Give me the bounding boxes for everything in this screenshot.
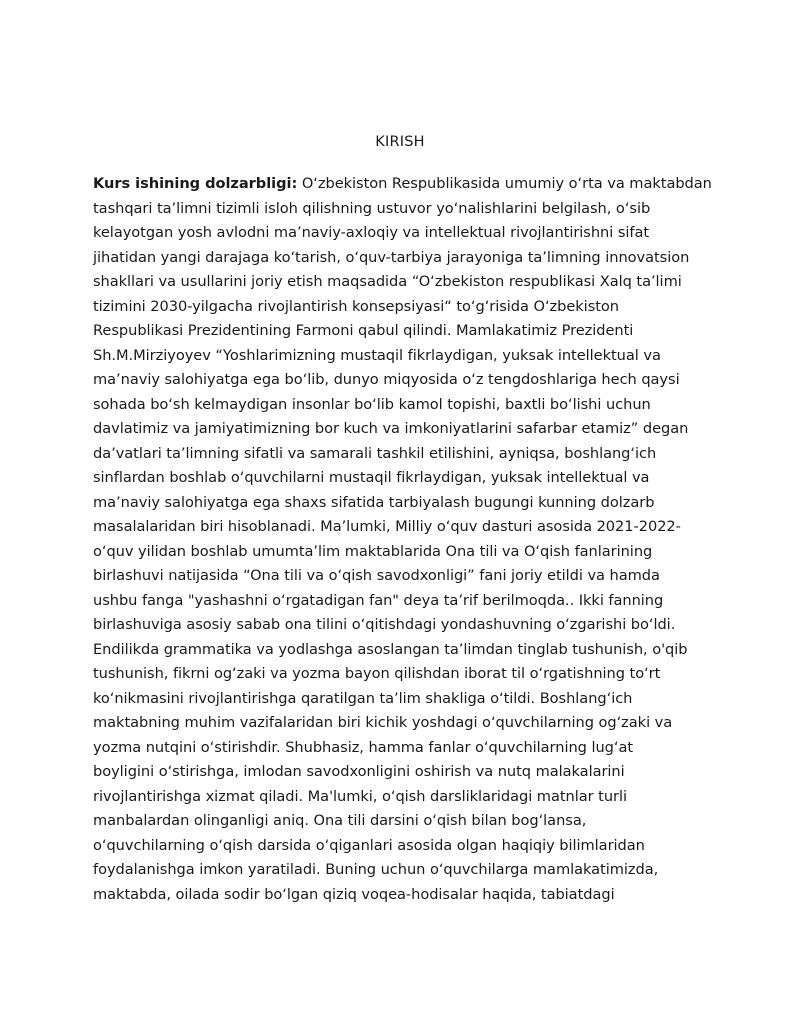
text-line: da’vatlari ta’limning sifatli va samarali tashkil etilishini, ayniqsa, boshlang‘ich — [93, 444, 657, 462]
text-line: Sh.M.Mirziyoyev “Yoshlarimizning mustaqil fikrlaydigan, yuksak intellektual va — [93, 346, 661, 364]
text-line: tashqari ta’limni tizimli isloh qilishning ustuvor yo‘nalishlarini belgilash, o‘sib — [93, 199, 651, 217]
text-line: ma’naviy salohiyatga ega bo‘lib, dunyo miqyosida o‘z tengdoshlariga hech qaysi — [93, 371, 680, 388]
text-line: boyligini o‘stirishga, imlodan savodxonligini oshirish va nutq malakalarini — [93, 763, 625, 780]
text-line: ma’naviy salohiyatga ega shaxs sifatida tarbiyalash bugungi kunning dolzarb — [93, 493, 655, 511]
page-title: KIRISH — [375, 134, 425, 150]
text-line: tizimini 2030-yilgacha rivojlantirish konsepsiyasi“ to‘g‘risida O‘zbekiston — [93, 297, 619, 315]
text-line: foydalanishga imkon yaratiladi. Buning uchun o‘quvchilarga mamlakatimizda, — [93, 861, 659, 878]
text-line-content: O‘zbekiston Respublikasida umumiy o‘rta va maktabdan — [297, 175, 712, 192]
text-line: sohada bo‘sh kelmaydigan insonlar bo‘lib kamol topishi, baxtli bo‘lishi uchun — [93, 395, 651, 413]
text-line: ushbu fanga "yashashni o‘rgatadigan fan" deya ta’rif berilmoqda.. Ikki fanning — [93, 591, 664, 609]
text-line: tushunish, fikrni og‘zaki va yozma bayon qilishdan iborat til o‘rgatishning to‘rt — [93, 665, 661, 682]
text-line: yozma nutqini o‘stirishdir. Shubhasiz, hamma fanlar o‘quvchilarning lug‘at — [93, 738, 634, 756]
text-line: shakllari va usullarini joriy etish maqsadida “O‘zbekiston respublikasi Xalq ta’limi — [93, 273, 682, 290]
text-line: kelayotgan yosh avlodni ma’naviy-axloqiy va intellektual rivojlantirishni sifat — [93, 224, 650, 241]
text-line: birlashuviga asosiy sabab ona tilini o‘qitishdagi yondashuvning o‘zgarishi bo‘ldi. — [93, 616, 676, 633]
text-line: rivojlantirishga xizmat qiladi. Ma'lumki, o‘qish darsliklaridagi matnlar turli — [93, 787, 627, 805]
text-line: ko‘nikmasini rivojlantirishga qaratilgan ta’lim shakliga o‘tildi. Boshlang‘ich — [93, 689, 633, 707]
text-line: birlashuvi natijasida “Ona tili va o‘qish savodxonligi” fani joriy etildi va hamda — [93, 567, 660, 584]
text-line: maktabning muhim vazifalaridan biri kichik yoshdagi o‘quvchilarning og‘zaki va — [93, 714, 673, 731]
text-line: o‘quvchilarning o‘qish darsida o‘qiganlari asosida olgan haqiqiy bilimlaridan — [93, 836, 645, 854]
text-line: Respublikasi Prezidentining Farmoni qabul qilindi. Mamlakatimiz Prezidenti — [93, 322, 634, 339]
text-line: o‘quv yilidan boshlab umumta’lim maktablarida Ona tili va O‘qish fanlarining — [93, 542, 653, 560]
text-line: masalalaridan biri hisoblanadi. Ma’lumki, Milliy o‘quv dasturi asosida 2021-2022- — [93, 518, 681, 535]
text-line: manbalardan olinganligi aniq. Ona tili darsini o‘qish bilan bog‘lansa, — [93, 812, 587, 829]
text-line: maktabda, oilada sodir bo‘lgan qiziq voqea-hodisalar haqida, tabiatdagi — [93, 885, 615, 903]
text-line: Endilikda grammatika va yodlashga asoslangan ta’limdan tinglab tushunish, o'qib — [93, 640, 688, 658]
body-paragraph — [93, 172, 713, 907]
text-line: davlatimiz va jamiyatimizning bor kuch va imkoniyatlarini safarbar etamiz” degan — [93, 420, 689, 437]
text-line — [93, 172, 713, 197]
text-line: jihatidan yangi darajaga ko‘tarish, o‘quv-tarbiya jarayoniga ta’limning innovatsion — [93, 248, 690, 266]
text-line: sinflardan boshlab o‘quvchilarni mustaqil fikrlaydigan, yuksak intellektual va — [93, 469, 650, 486]
lead-label: Kurs ishining dolzarbligi: — [93, 175, 298, 192]
